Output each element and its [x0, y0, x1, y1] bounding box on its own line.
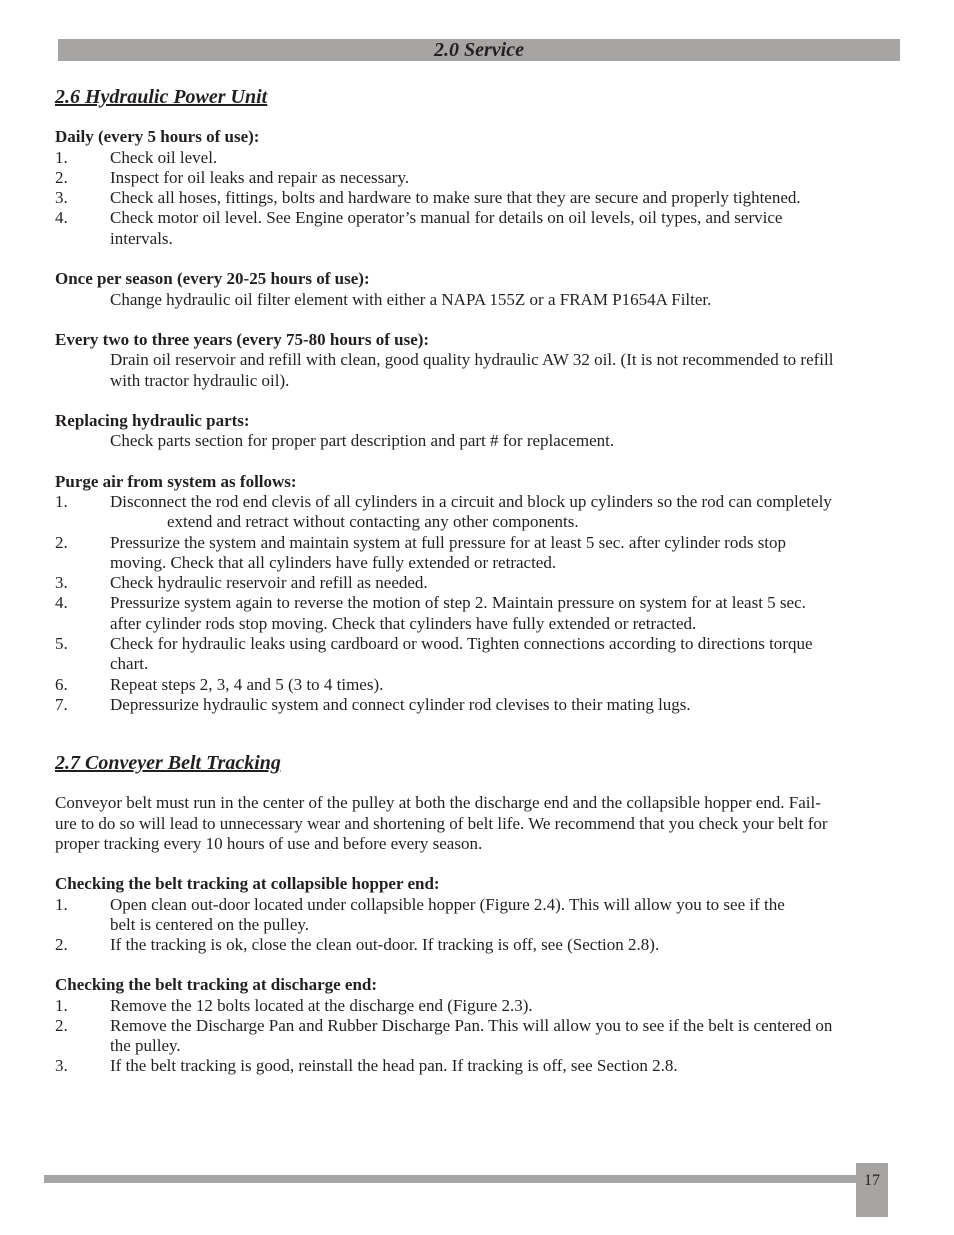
- purge-item-4-text: Pressurize system again to reverse the motion of step 2. Maintain pressure on system for at least 5 sec.: [110, 593, 806, 612]
- discharge-item-3-text: If the belt tracking is good, reinstall the head pan. If tracking is off, see Section 2.8.: [110, 1056, 678, 1075]
- discharge-item-1-num: 1.: [55, 996, 68, 1015]
- discharge-heading: Checking the belt tracking at discharge end:: [55, 975, 378, 994]
- discharge-item-3-num: 3.: [55, 1056, 68, 1075]
- years-heading: Every two to three years (every 75-80 hours of use):: [55, 330, 430, 349]
- daily-item-3-num: 3.: [55, 188, 68, 207]
- hopper-heading: Checking the belt tracking at collapsible hopper end:: [55, 874, 440, 893]
- purge-item-1-text-cont: extend and retract without contacting any other components.: [167, 512, 579, 531]
- section-header-title: 2.0 Service: [434, 39, 524, 61]
- hopper-item-1-text-cont: belt is centered on the pulley.: [110, 915, 310, 934]
- purge-item-1-text: Disconnect the rod end clevis of all cylinders in a circuit and block up cylinders so the rod can completely: [110, 492, 832, 511]
- purge-item-5-num: 5.: [55, 634, 68, 653]
- purge-item-4-text-cont: after cylinder rods stop moving. Check that cylinders have fully extended or retracted.: [110, 614, 697, 633]
- purge-item-2-num: 2.: [55, 533, 68, 552]
- daily-item-4-num: 4.: [55, 208, 68, 227]
- hopper-item-2-text: If the tracking is ok, close the clean out-door. If tracking is off, see (Section 2.8).: [110, 935, 660, 954]
- purge-item-3-text: Check hydraulic reservoir and refill as needed.: [110, 573, 428, 592]
- years-text-line-2: with tractor hydraulic oil).: [110, 371, 290, 390]
- season-text: Change hydraulic oil filter element with either a NAPA 155Z or a FRAM P1654A Filter.: [110, 290, 712, 309]
- section-2-7-title: 2.7 Conveyer Belt Tracking: [55, 752, 281, 774]
- hopper-item-1-text: Open clean out-door located under collapsible hopper (Figure 2.4). This will allow you to see if the: [110, 895, 785, 914]
- purge-item-2-text-cont: moving. Check that all cylinders have fully extended or retracted.: [110, 553, 557, 572]
- daily-item-2-num: 2.: [55, 168, 68, 187]
- purge-item-5-text: Check for hydraulic leaks using cardboard or wood. Tighten connections according to directions torque: [110, 634, 813, 653]
- purge-item-7-num: 7.: [55, 695, 68, 714]
- daily-item-1-num: 1.: [55, 148, 68, 167]
- discharge-item-2-num: 2.: [55, 1016, 68, 1035]
- purge-item-3-num: 3.: [55, 573, 68, 592]
- purge-item-7-text: Depressurize hydraulic system and connect cylinder rod clevises to their mating lugs.: [110, 695, 691, 714]
- hopper-item-2-num: 2.: [55, 935, 68, 954]
- section-header-bar: [58, 39, 900, 61]
- purge-item-1-num: 1.: [55, 492, 68, 511]
- page-number-box: [856, 1163, 888, 1217]
- replace-heading: Replacing hydraulic parts:: [55, 411, 250, 430]
- purge-item-5-text-cont: chart.: [110, 654, 149, 673]
- daily-item-4-text: Check motor oil level. See Engine operator’s manual for details on oil levels, oil types, and service: [110, 208, 783, 227]
- years-text-line-1: Drain oil reservoir and refill with clean, good quality hydraulic AW 32 oil. (It is not recommended to refill: [110, 350, 834, 369]
- purge-item-2-text: Pressurize the system and maintain system at full pressure for at least 5 sec. after cylinder rods stop: [110, 533, 787, 552]
- daily-item-3-text: Check all hoses, fittings, bolts and hardware to make sure that they are secure and properly tightened.: [110, 188, 801, 207]
- footer-bar: [44, 1175, 862, 1183]
- intro-line-3: proper tracking every 10 hours of use and before every season.: [55, 834, 483, 853]
- daily-item-2-text: Inspect for oil leaks and repair as necessary.: [110, 168, 410, 187]
- daily-item-4-text-cont: intervals.: [110, 229, 173, 248]
- section-2-6-title: 2.6 Hydraulic Power Unit: [55, 86, 268, 108]
- intro-line-2: ure to do so will lead to unnecessary wear and shortening of belt life. We recommend that you check your belt for: [55, 814, 828, 833]
- purge-heading: Purge air from system as follows:: [55, 472, 297, 491]
- purge-item-6-num: 6.: [55, 675, 68, 694]
- discharge-item-2-text: Remove the Discharge Pan and Rubber Discharge Pan. This will allow you to see if the belt is centered on: [110, 1016, 833, 1035]
- page-number: 17: [864, 1172, 880, 1189]
- daily-item-1-text: Check oil level.: [110, 148, 218, 167]
- season-heading: Once per season (every 20-25 hours of use):: [55, 269, 370, 288]
- discharge-item-2-text-cont: the pulley.: [110, 1036, 181, 1055]
- replace-text: Check parts section for proper part description and part # for replacement.: [110, 431, 615, 450]
- intro-line-1: Conveyor belt must run in the center of the pulley at both the discharge end and the collapsible hopper end. Fail-: [55, 793, 821, 812]
- purge-item-4-num: 4.: [55, 593, 68, 612]
- hopper-item-1-num: 1.: [55, 895, 68, 914]
- discharge-item-1-text: Remove the 12 bolts located at the discharge end (Figure 2.3).: [110, 996, 533, 1015]
- daily-heading: Daily (every 5 hours of use):: [55, 127, 260, 146]
- purge-item-6-text: Repeat steps 2, 3, 4 and 5 (3 to 4 times).: [110, 675, 384, 694]
